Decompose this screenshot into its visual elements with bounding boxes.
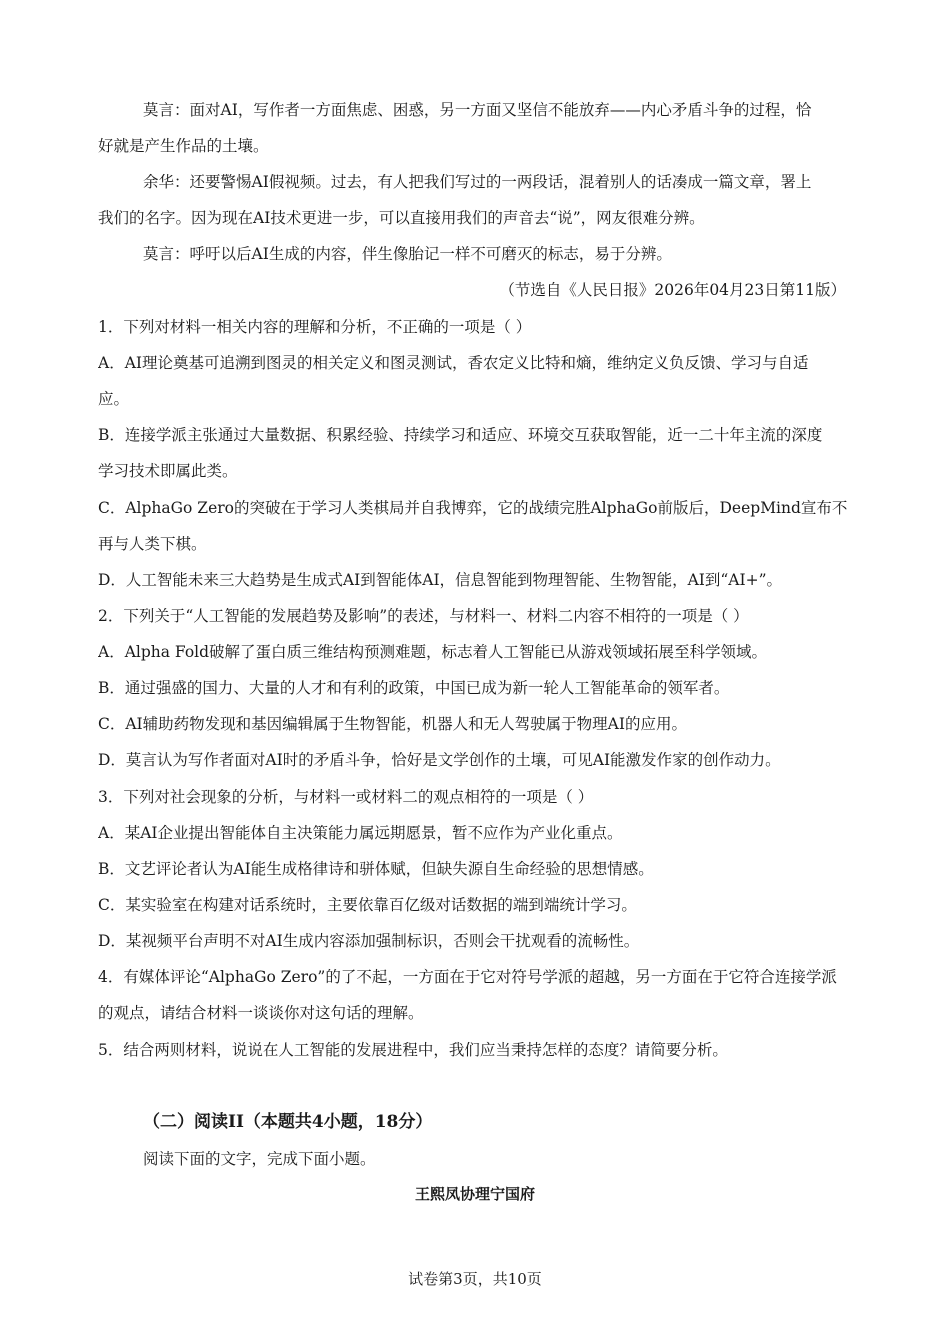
q1-option-b-line1: B．连接学派主张通过大量数据、积累经验、持续学习和适应、环境交互获取智能，近一二十年主流的深度 <box>98 426 823 444</box>
q4-line1: 4．有媒体评论“AlphaGo Zero”的了不起，一方面在于它对符号学派的超越，另一方面在于它符合连接学派 <box>98 968 837 986</box>
q1-option-c-line2: 再与人类下棋。 <box>98 535 207 553</box>
q2-option-a: A．Alpha Fold破解了蛋白质三维结构预测难题，标志着人工智能已从游戏领域拓展至科学领域。 <box>98 643 768 661</box>
q1-option-c-line1: C．AlphaGo Zero的突破在于学习人类棋局并自我博弈，它的战绩完胜AlphaGo前版后，DeepMind宣布不 <box>98 499 848 517</box>
page-footer: 试卷第3页，共10页 <box>408 1270 542 1288</box>
q3-option-a: A．某AI企业提出智能体自主决策能力属远期愿景，暂不应作为产业化重点。 <box>98 824 623 842</box>
q5-stem: 5．结合两则材料，说说在人工智能的发展进程中，我们应当秉持怎样的态度？请简要分析。 <box>98 1041 728 1059</box>
q2-option-b: B．通过强盛的国力、大量的人才和有利的政策，中国已成为新一轮人工智能革命的领军者。 <box>98 679 730 697</box>
q3-option-d: D．某视频平台声明不对AI生成内容添加强制标识，否则会干扰观看的流畅性。 <box>98 932 640 950</box>
dialogue-moyan-1-line2: 好就是产生作品的土壤。 <box>98 137 269 155</box>
dialogue-yuhua-line1: 余华：还要警惕AI假视频。过去，有人把我们写过的一两段话，混着别人的话凑成一篇文章，署上 <box>143 173 812 191</box>
q4-line2: 的观点，请结合材料一谈谈你对这句话的理解。 <box>98 1004 424 1022</box>
q2-stem: 2．下列关于“人工智能的发展趋势及影响”的表述，与材料一、材料二内容不相符的一项是（ ） <box>98 607 749 625</box>
q3-option-b: B．文艺评论者认为AI能生成格律诗和骈体赋，但缺失源自生命经验的思想情感。 <box>98 860 654 878</box>
q1-stem: 1．下列对材料一相关内容的理解和分析，不正确的一项是（ ） <box>98 318 532 336</box>
q2-option-d: D．莫言认为写作者面对AI时的矛盾斗争，恰好是文学创作的土壤，可见AI能激发作家的创作动力。 <box>98 751 781 769</box>
dialogue-yuhua-line2: 我们的名字。因为现在AI技术更进一步，可以直接用我们的声音去“说”，网友很难分辨。 <box>98 209 705 227</box>
q3-stem: 3．下列对社会现象的分析，与材料一或材料二的观点相符的一项是（ ） <box>98 788 594 806</box>
section-heading: （二）阅读II（本题共4小题，18分） <box>143 1112 433 1132</box>
dialogue-moyan-2: 莫言：呼吁以后AI生成的内容，伴生像胎记一样不可磨灭的标志，易于分辨。 <box>143 245 672 263</box>
passage-title: 王熙凤协理宁国府 <box>414 1185 535 1203</box>
source-citation: （节选自《人民日报》2026年04月23日第11版） <box>499 281 846 299</box>
section-instruction: 阅读下面的文字，完成下面小题。 <box>143 1150 376 1168</box>
q3-option-c: C．某实验室在构建对话系统时，主要依靠百亿级对话数据的端到端统计学习。 <box>98 896 637 914</box>
q1-option-a-line2: 应。 <box>98 390 130 408</box>
q1-option-a-line1: A．AI理论奠基可追溯到图灵的相关定义和图灵测试，香农定义比特和熵，维纳定义负反馈、学习与自适 <box>98 354 809 372</box>
dialogue-moyan-1-line1: 莫言：面对AI，写作者一方面焦虑、困惑，另一方面又坚信不能放弃——内心矛盾斗争的过程，恰 <box>143 101 812 119</box>
q1-option-d: D．人工智能未来三大趋势是生成式AI到智能体AI，信息智能到物理智能、生物智能，AI到“AI+”。 <box>98 571 783 589</box>
q1-option-b-line2: 学习技术即属此类。 <box>98 462 238 480</box>
q2-option-c: C．AI辅助药物发现和基因编辑属于生物智能，机器人和无人驾驶属于物理AI的应用。 <box>98 715 687 733</box>
